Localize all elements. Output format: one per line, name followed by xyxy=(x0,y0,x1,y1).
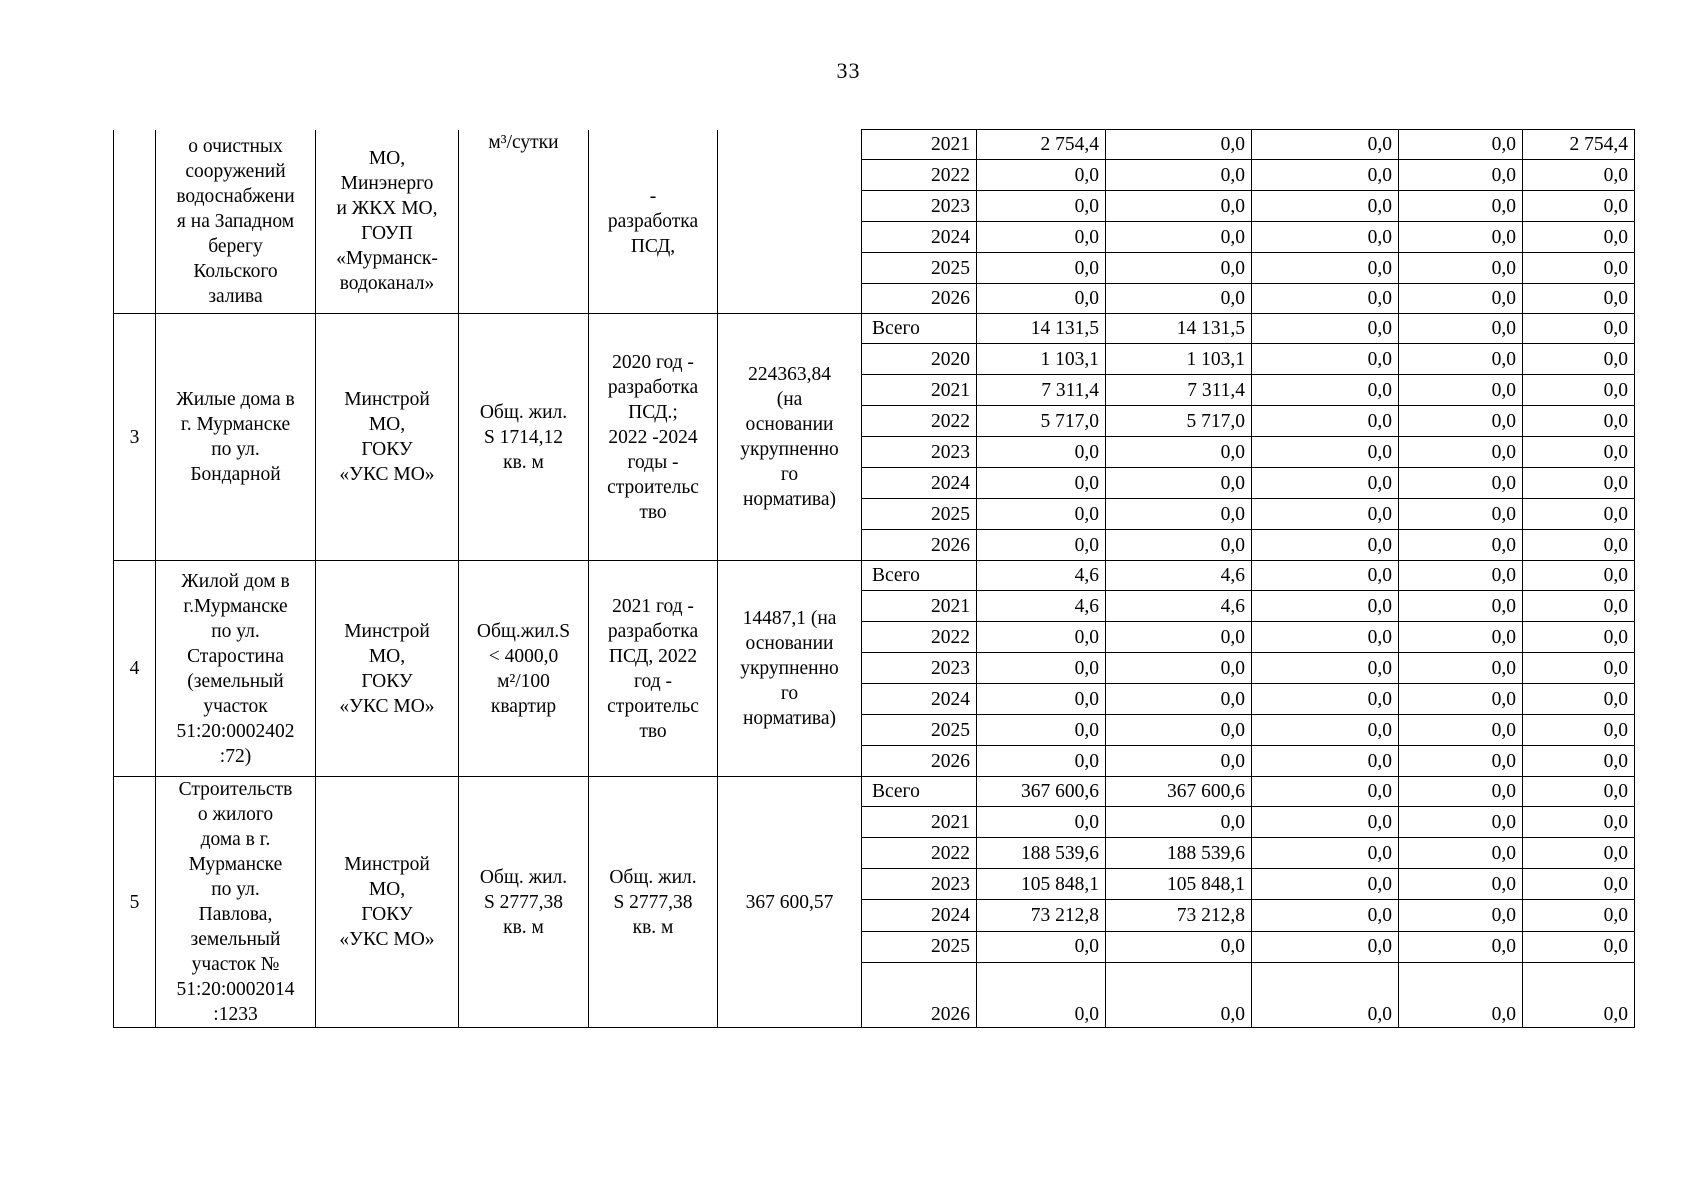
value-cell: 0,0 xyxy=(1252,591,1399,622)
value-cell: 0,0 xyxy=(1523,684,1635,715)
value-cell: 0,0 xyxy=(1252,900,1399,931)
value-cell: 0,0 xyxy=(1252,344,1399,375)
value-cell: 0,0 xyxy=(1523,468,1635,499)
year-cell: 2020 xyxy=(862,344,977,375)
value-cell: 0,0 xyxy=(1523,499,1635,530)
value-cell: 0,0 xyxy=(1106,222,1252,253)
row-number: 3 xyxy=(114,314,156,561)
value-cell: 0,0 xyxy=(977,160,1106,191)
value-cell: 0,0 xyxy=(1106,468,1252,499)
value-cell: 0,0 xyxy=(1252,869,1399,900)
value-cell: 0,0 xyxy=(977,684,1106,715)
value-cell: 0,0 xyxy=(977,807,1106,838)
value-cell: 0,0 xyxy=(1106,684,1252,715)
value-cell: 0,0 xyxy=(1399,869,1523,900)
period-cell: - разработка ПСД, xyxy=(589,130,718,314)
value-cell: 188 539,6 xyxy=(1106,838,1252,869)
value-cell: 14 131,5 xyxy=(1106,314,1252,344)
value-cell: 0,0 xyxy=(1252,653,1399,684)
responsible-party: МО, Минэнерго и ЖКХ МО, ГОУП «Мурманск- водоканал» xyxy=(316,130,459,314)
value-cell: 7 311,4 xyxy=(1106,375,1252,406)
value-cell: 0,0 xyxy=(1523,869,1635,900)
year-cell: 2021 xyxy=(862,375,977,406)
value-cell: 0,0 xyxy=(1399,468,1523,499)
value-cell: 0,0 xyxy=(1523,931,1635,962)
value-cell: 0,0 xyxy=(1106,715,1252,746)
value-cell: 0,0 xyxy=(1399,530,1523,561)
value-cell: 0,0 xyxy=(977,468,1106,499)
capacity-cell: Общ.жил.S < 4000,0 м²/100 квартир xyxy=(459,561,589,777)
value-cell: 0,0 xyxy=(1523,437,1635,468)
value-cell: 105 848,1 xyxy=(1106,869,1252,900)
value-cell: 0,0 xyxy=(977,962,1106,1027)
value-cell: 0,0 xyxy=(1399,591,1523,622)
row-number: 4 xyxy=(114,561,156,777)
page-number: 33 xyxy=(836,58,861,83)
year-cell: 2022 xyxy=(862,838,977,869)
value-cell: 0,0 xyxy=(1399,746,1523,777)
value-cell: 0,0 xyxy=(1523,284,1635,314)
table-row xyxy=(114,130,1635,160)
value-cell: 0,0 xyxy=(1523,777,1635,807)
value-cell: 0,0 xyxy=(1523,191,1635,222)
value-cell: 0,0 xyxy=(977,530,1106,561)
capacity-cell: м³/сутки xyxy=(459,130,589,314)
value-cell: 0,0 xyxy=(1252,191,1399,222)
value-cell: 0,0 xyxy=(1252,499,1399,530)
value-cell: 0,0 xyxy=(1399,130,1523,160)
value-cell: 0,0 xyxy=(1399,900,1523,931)
value-cell: 0,0 xyxy=(1399,222,1523,253)
value-cell: 0,0 xyxy=(1106,437,1252,468)
value-cell: 0,0 xyxy=(1399,807,1523,838)
responsible-party: Минстрой МО, ГОКУ «УКС МО» xyxy=(316,314,459,561)
value-cell: 0,0 xyxy=(1252,561,1399,591)
period-cell: Общ. жил. S 2777,38 кв. м xyxy=(589,777,718,1028)
value-cell: 0,0 xyxy=(1106,253,1252,284)
value-cell: 0,0 xyxy=(977,931,1106,962)
value-cell: 0,0 xyxy=(1523,406,1635,437)
value-cell: 0,0 xyxy=(1399,191,1523,222)
year-cell: 2025 xyxy=(862,499,977,530)
table-row xyxy=(114,314,1635,344)
value-cell: 1 103,1 xyxy=(1106,344,1252,375)
value-cell: 0,0 xyxy=(1523,746,1635,777)
value-cell: 0,0 xyxy=(1252,437,1399,468)
value-cell: 0,0 xyxy=(1399,284,1523,314)
value-cell: 0,0 xyxy=(1399,314,1523,344)
cost-cell: 14487,1 (на основании укрупненно го норматива) xyxy=(718,561,862,777)
value-cell: 0,0 xyxy=(1252,962,1399,1027)
value-cell: 5 717,0 xyxy=(977,406,1106,437)
value-cell: 0,0 xyxy=(1106,931,1252,962)
value-cell: 0,0 xyxy=(1252,838,1399,869)
year-cell: 2022 xyxy=(862,160,977,191)
value-cell: 0,0 xyxy=(1399,684,1523,715)
value-cell: 2 754,4 xyxy=(1523,130,1635,160)
value-cell: 73 212,8 xyxy=(1106,900,1252,931)
value-cell: 0,0 xyxy=(1252,807,1399,838)
value-cell: 0,0 xyxy=(1523,314,1635,344)
value-cell: 1 103,1 xyxy=(977,344,1106,375)
value-cell: 0,0 xyxy=(1523,561,1635,591)
value-cell: 0,0 xyxy=(1399,777,1523,807)
value-cell: 0,0 xyxy=(1106,499,1252,530)
year-cell: 2021 xyxy=(862,591,977,622)
value-cell: 0,0 xyxy=(1252,406,1399,437)
table-row xyxy=(114,561,1635,591)
value-cell: 4,6 xyxy=(1106,591,1252,622)
object-name: Строительств о жилого дома в г. Мурманске по ул. Павлова, земельный участок № 51:20:0002014 :1233 xyxy=(156,777,316,1028)
value-cell: 367 600,6 xyxy=(977,777,1106,807)
row-number xyxy=(114,130,156,314)
value-cell: 367 600,6 xyxy=(1106,777,1252,807)
value-cell: 0,0 xyxy=(1523,222,1635,253)
year-cell: 2024 xyxy=(862,900,977,931)
table-row xyxy=(114,777,1635,807)
capacity-cell: Общ. жил. S 1714,12 кв. м xyxy=(459,314,589,561)
value-cell: 0,0 xyxy=(1252,284,1399,314)
year-cell: 2026 xyxy=(862,530,977,561)
year-cell: 2024 xyxy=(862,468,977,499)
value-cell: 14 131,5 xyxy=(977,314,1106,344)
value-cell: 0,0 xyxy=(977,653,1106,684)
value-cell: 0,0 xyxy=(1399,622,1523,653)
value-cell: 0,0 xyxy=(1252,253,1399,284)
value-cell: 0,0 xyxy=(1399,838,1523,869)
value-cell: 0,0 xyxy=(1106,807,1252,838)
year-cell: 2022 xyxy=(862,406,977,437)
value-cell: 0,0 xyxy=(1523,838,1635,869)
year-cell: 2026 xyxy=(862,746,977,777)
value-cell: 0,0 xyxy=(1399,931,1523,962)
value-cell: 0,0 xyxy=(1252,777,1399,807)
row-number: 5 xyxy=(114,777,156,1028)
value-cell: 0,0 xyxy=(1252,130,1399,160)
responsible-party: Минстрой МО, ГОКУ «УКС МО» xyxy=(316,777,459,1028)
value-cell: 73 212,8 xyxy=(977,900,1106,931)
value-cell: 0,0 xyxy=(1252,746,1399,777)
year-cell: 2024 xyxy=(862,684,977,715)
cost-cell: 367 600,57 xyxy=(718,777,862,1028)
year-cell: Всего xyxy=(862,561,977,591)
value-cell: 0,0 xyxy=(1106,284,1252,314)
investment-table xyxy=(113,129,1635,1028)
object-name: Жилые дома в г. Мурманске по ул. Бондарной xyxy=(156,314,316,561)
year-cell: 2024 xyxy=(862,222,977,253)
year-cell: 2022 xyxy=(862,622,977,653)
cost-cell: 224363,84 (на основании укрупненно го норматива) xyxy=(718,314,862,561)
year-cell: 2025 xyxy=(862,253,977,284)
value-cell: 0,0 xyxy=(977,622,1106,653)
value-cell: 0,0 xyxy=(1106,746,1252,777)
value-cell: 0,0 xyxy=(1252,931,1399,962)
value-cell: 0,0 xyxy=(977,284,1106,314)
year-cell: Всего xyxy=(862,314,977,344)
value-cell: 7 311,4 xyxy=(977,375,1106,406)
year-cell: 2023 xyxy=(862,191,977,222)
year-cell: 2023 xyxy=(862,869,977,900)
value-cell: 0,0 xyxy=(1523,591,1635,622)
object-name: о очистных сооружений водоснабжени я на Западном берегу Кольского залива xyxy=(156,130,316,314)
value-cell: 0,0 xyxy=(1106,191,1252,222)
value-cell: 0,0 xyxy=(1252,530,1399,561)
value-cell: 0,0 xyxy=(1399,375,1523,406)
year-cell: 2023 xyxy=(862,653,977,684)
cost-cell xyxy=(718,130,862,314)
value-cell: 0,0 xyxy=(1523,653,1635,684)
year-cell: 2026 xyxy=(862,962,977,1027)
year-cell: 2026 xyxy=(862,284,977,314)
value-cell: 0,0 xyxy=(1523,253,1635,284)
value-cell: 0,0 xyxy=(1523,344,1635,375)
value-cell: 4,6 xyxy=(977,561,1106,591)
value-cell: 0,0 xyxy=(1523,530,1635,561)
value-cell: 0,0 xyxy=(1523,807,1635,838)
value-cell: 0,0 xyxy=(1399,962,1523,1027)
object-name: Жилой дом в г.Мурманске по ул. Старостина (земельный участок 51:20:0002402 :72) xyxy=(156,561,316,777)
value-cell: 0,0 xyxy=(1399,160,1523,191)
year-cell: 2021 xyxy=(862,130,977,160)
value-cell: 0,0 xyxy=(1106,653,1252,684)
value-cell: 0,0 xyxy=(1399,406,1523,437)
value-cell: 0,0 xyxy=(1399,653,1523,684)
value-cell: 0,0 xyxy=(1252,160,1399,191)
period-cell: 2020 год - разработка ПСД.; 2022 -2024 годы - строительс тво xyxy=(589,314,718,561)
responsible-party: Минстрой МО, ГОКУ «УКС МО» xyxy=(316,561,459,777)
value-cell: 0,0 xyxy=(1106,962,1252,1027)
value-cell: 0,0 xyxy=(1523,375,1635,406)
value-cell: 0,0 xyxy=(977,437,1106,468)
year-cell: 2025 xyxy=(862,931,977,962)
year-cell: 2023 xyxy=(862,437,977,468)
value-cell: 0,0 xyxy=(1399,499,1523,530)
value-cell: 0,0 xyxy=(1252,375,1399,406)
year-cell: 2025 xyxy=(862,715,977,746)
value-cell: 0,0 xyxy=(1523,622,1635,653)
value-cell: 0,0 xyxy=(1252,314,1399,344)
value-cell: 0,0 xyxy=(1399,344,1523,375)
value-cell: 0,0 xyxy=(1106,130,1252,160)
capacity-cell: Общ. жил. S 2777,38 кв. м xyxy=(459,777,589,1028)
value-cell: 0,0 xyxy=(977,715,1106,746)
value-cell: 0,0 xyxy=(1106,530,1252,561)
value-cell: 0,0 xyxy=(1252,222,1399,253)
value-cell: 0,0 xyxy=(1399,253,1523,284)
value-cell: 0,0 xyxy=(1399,561,1523,591)
value-cell: 5 717,0 xyxy=(1106,406,1252,437)
value-cell: 0,0 xyxy=(1252,684,1399,715)
value-cell: 0,0 xyxy=(1252,715,1399,746)
value-cell: 105 848,1 xyxy=(977,869,1106,900)
value-cell: 0,0 xyxy=(977,253,1106,284)
value-cell: 0,0 xyxy=(1399,437,1523,468)
period-cell: 2021 год - разработка ПСД, 2022 год - строительс тво xyxy=(589,561,718,777)
value-cell: 4,6 xyxy=(1106,561,1252,591)
value-cell: 0,0 xyxy=(1523,962,1635,1027)
year-cell: Всего xyxy=(862,777,977,807)
value-cell: 0,0 xyxy=(977,746,1106,777)
value-cell: 0,0 xyxy=(977,222,1106,253)
value-cell: 2 754,4 xyxy=(977,130,1106,160)
value-cell: 0,0 xyxy=(977,499,1106,530)
value-cell: 0,0 xyxy=(1523,715,1635,746)
table-body xyxy=(114,130,1635,1028)
value-cell: 0,0 xyxy=(1399,715,1523,746)
value-cell: 4,6 xyxy=(977,591,1106,622)
value-cell: 0,0 xyxy=(1252,468,1399,499)
year-cell: 2021 xyxy=(862,807,977,838)
value-cell: 0,0 xyxy=(1106,622,1252,653)
value-cell: 0,0 xyxy=(1106,160,1252,191)
value-cell: 0,0 xyxy=(1252,622,1399,653)
value-cell: 0,0 xyxy=(1523,900,1635,931)
value-cell: 0,0 xyxy=(1523,160,1635,191)
value-cell: 188 539,6 xyxy=(977,838,1106,869)
value-cell: 0,0 xyxy=(977,191,1106,222)
